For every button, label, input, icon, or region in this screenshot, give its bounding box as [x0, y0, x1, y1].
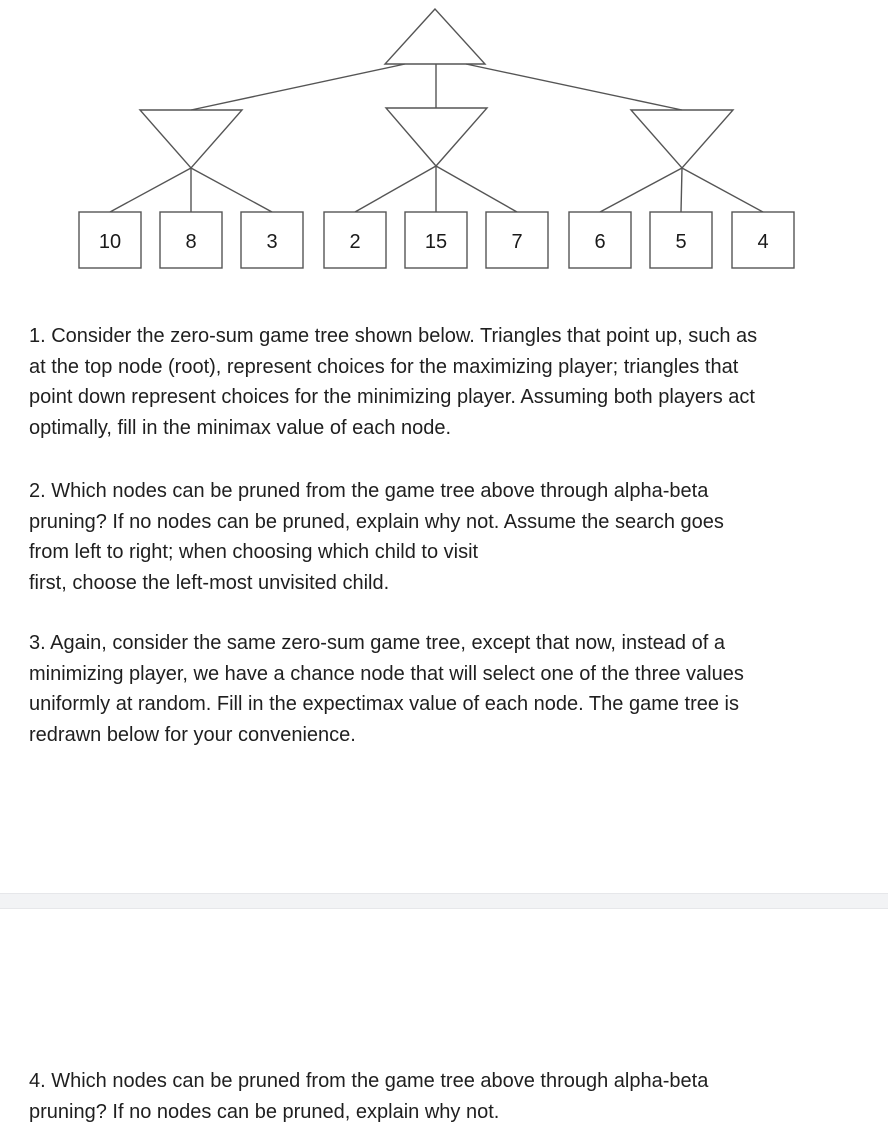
edge-min3-leaf8: [681, 168, 682, 212]
question-line: 1. Consider the zero-sum game tree shown below. Triangles that point up, such as: [29, 325, 758, 347]
leaf-value: 10: [98, 231, 122, 253]
question-line: from left to right; when choosing which child to visit: [29, 541, 479, 563]
question-2: [29, 476, 859, 598]
root-max-node: [385, 9, 485, 64]
edge-root-min1: [191, 64, 405, 110]
leaf-value: 15: [424, 231, 448, 253]
question-line: 2. Which nodes can be pruned from the game tree above through alpha-beta: [29, 480, 709, 502]
question-line: pruning? If no nodes can be pruned, explain why not. Assume the search goes: [29, 510, 724, 533]
edge-min1-leaf1: [110, 168, 191, 212]
question-line: first, choose the left-most unvisited child.: [29, 571, 390, 594]
leaf-value: 7: [511, 231, 523, 253]
question-4: [29, 1066, 859, 1127]
edge-min2-leaf4: [355, 166, 436, 212]
question-line: uniformly at random. Fill in the expectimax value of each node. The game tree is: [29, 693, 739, 715]
leaf-value: 3: [266, 231, 278, 253]
question-line: redrawn below for your convenience.: [29, 723, 356, 746]
min-node-1: [140, 110, 242, 168]
edge-min2-leaf6: [436, 166, 517, 212]
leaf-value: 8: [185, 231, 197, 253]
question-line: minimizing player, we have a chance node that will select one of the three values: [29, 662, 744, 685]
leaf-value: 4: [757, 231, 769, 253]
question-line: at the top node (root), represent choices for the maximizing player; triangles that: [29, 355, 739, 378]
page-break-divider: [0, 893, 888, 909]
leaf-value: 5: [675, 231, 687, 253]
edge-min3-leaf7: [600, 168, 682, 212]
game-tree-diagram: [0, 0, 888, 280]
question-line: 3. Again, consider the same zero-sum game tree, except that now, instead of a: [29, 632, 725, 654]
question-1: [29, 321, 859, 443]
edge-root-min3: [466, 64, 682, 110]
edge-min1-leaf3: [191, 168, 272, 212]
question-line: optimally, fill in the minimax value of each node.: [29, 416, 452, 439]
min-node-2: [386, 108, 487, 166]
question-line: 4. Which nodes can be pruned from the game tree above through alpha-beta: [29, 1070, 709, 1092]
min-node-3: [631, 110, 733, 168]
edge-min3-leaf9: [682, 168, 763, 212]
question-line: pruning? If no nodes can be pruned, explain why not.: [29, 1100, 500, 1123]
leaf-value: 6: [594, 231, 606, 253]
question-3: [29, 628, 859, 750]
question-line: point down represent choices for the minimizing player. Assuming both players act: [29, 386, 755, 408]
leaf-value: 2: [349, 231, 361, 253]
